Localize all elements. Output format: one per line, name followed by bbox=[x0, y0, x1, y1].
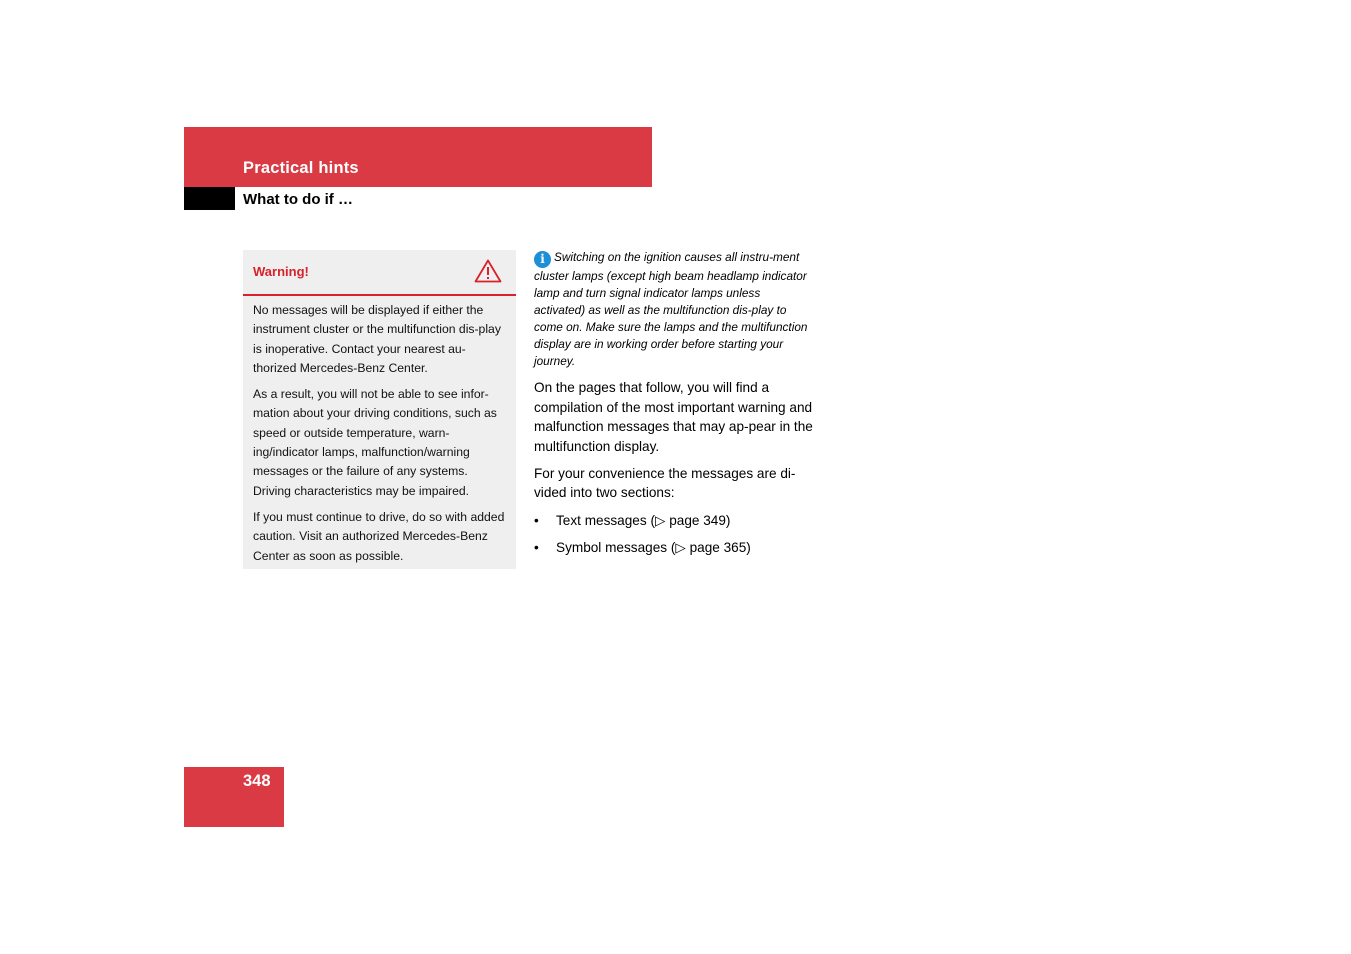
list-item bbox=[534, 538, 814, 557]
section-title: Practical hints bbox=[243, 159, 359, 177]
page-number: 348 bbox=[243, 772, 271, 790]
bullet-icon: • bbox=[534, 540, 539, 556]
warning-paragraph: No messages will be displayed if either the instrument cluster or the multifunction dis-play is inoperative. Contact your nearest au-thorized Mercedes-Benz Center. bbox=[253, 303, 501, 375]
body-paragraph: For your convenience the messages are di-vided into two sections: bbox=[534, 466, 796, 501]
main-content-column bbox=[534, 249, 814, 566]
list-item bbox=[534, 511, 814, 530]
list-item-text: Text messages (▷ page 349) bbox=[556, 512, 731, 528]
warning-box bbox=[243, 250, 516, 569]
warning-label: Warning! bbox=[253, 264, 309, 279]
info-icon: i bbox=[534, 251, 551, 268]
warning-paragraph: As a result, you will not be able to see infor-mation about your driving conditions, such as speed or outside temperature, warn-ing/indicator lamps, malfunction/warning messages or the failure of any systems. Driving characteristics may be impaired. bbox=[253, 387, 497, 498]
bullet-icon: • bbox=[534, 512, 539, 528]
warning-header bbox=[243, 250, 516, 296]
list-item-text: Symbol messages (▷ page 365) bbox=[556, 540, 751, 556]
section-header-band bbox=[184, 127, 652, 187]
body-paragraph: On the pages that follow, you will find a compilation of the most important warning and malfunction messages that may ap-pear in the multifunction display. bbox=[534, 380, 813, 454]
info-note-text: Switching on the ignition causes all instru-ment cluster lamps (except high beam headlamp indicator lamp and turn signal indicator lamps unless activated) as well as the multifunction dis-play to come on. Make sure the lamps and the multifunction display are in working order before starting your journey. bbox=[534, 250, 808, 368]
subsection-title: What to do if … bbox=[243, 191, 353, 208]
warning-paragraph: If you must continue to drive, do so with added caution. Visit an authorized Mercedes-Benz Center as soon as possible. bbox=[253, 509, 505, 563]
message-section-list bbox=[534, 511, 814, 558]
warning-body bbox=[243, 296, 516, 566]
subsection-marker bbox=[184, 187, 235, 210]
warning-triangle-icon bbox=[474, 259, 502, 283]
info-note bbox=[534, 249, 814, 369]
